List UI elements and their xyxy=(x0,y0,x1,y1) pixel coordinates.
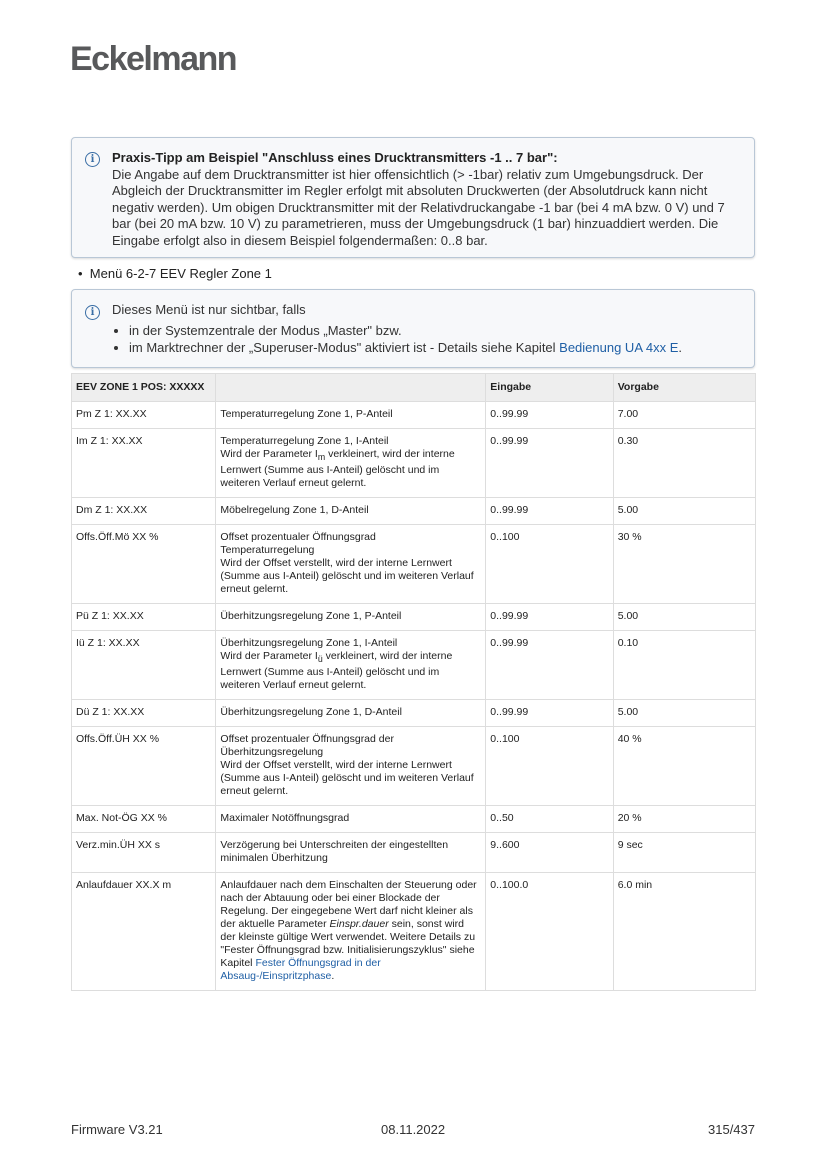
info-item-superuser: • im Marktrechner der „Superuser-Modus" aktiviert ist - Details siehe Kapitel Bedienung UA 4xx E. xyxy=(129,339,744,356)
info-intro: Dieses Menü ist nur sichtbar, falls xyxy=(112,302,306,317)
table-row xyxy=(72,631,756,700)
practice-tip-box xyxy=(71,137,755,258)
param-desc: Offset prozentualer Öffnungsgrad der Überhitzungsregelung Wird der Offset verstellt, wird der interne Lernwert (Summe aus I-Anteil) gelöscht und im weiteren Verlauf erneut gelernt. xyxy=(216,727,486,806)
param-input: 0..50 xyxy=(486,806,613,833)
param-input: 0..100.0 xyxy=(486,873,613,991)
param-desc: Überhitzungsregelung Zone 1, I-Anteil Wird der Parameter $I_ü$ verkleinert, wird der interne Lernwert (Summe aus I-Anteil) gelöscht und im weiteren Verlauf erneut gelernt. xyxy=(216,631,486,700)
param-name: Anlaufdauer XX.X m xyxy=(72,873,216,991)
info-content xyxy=(112,302,744,356)
param-name: Pü Z 1: XX.XX xyxy=(72,604,216,631)
brand-logo: Eckelmann xyxy=(70,40,237,78)
table-row xyxy=(72,402,756,429)
param-desc: Möbelregelung Zone 1, D-Anteil xyxy=(216,498,486,525)
table-row xyxy=(72,700,756,727)
param-default: 0.10 xyxy=(613,631,755,700)
param-default: 5.00 xyxy=(613,498,755,525)
param-name: Im Z 1: XX.XX xyxy=(72,429,216,498)
param-input: 9..600 xyxy=(486,833,613,873)
visibility-info-box xyxy=(71,289,755,368)
param-input: 0..99.99 xyxy=(486,402,613,429)
param-default: 40 % xyxy=(613,727,755,806)
param-default: 5.00 xyxy=(613,604,755,631)
menu-bullet: • Menü 6-2-7 EEV Regler Zone 1 xyxy=(78,266,272,281)
table-row xyxy=(72,833,756,873)
param-default: 9 sec xyxy=(613,833,755,873)
param-desc: Maximaler Notöffnungsgrad xyxy=(216,806,486,833)
info-list xyxy=(112,322,744,356)
param-input: 0..99.99 xyxy=(486,700,613,727)
param-desc: Temperaturregelung Zone 1, P-Anteil xyxy=(216,402,486,429)
param-default: 20 % xyxy=(613,806,755,833)
table-row xyxy=(72,727,756,806)
info-icon: i xyxy=(85,305,100,320)
table-row xyxy=(72,604,756,631)
param-input: 0..100 xyxy=(486,727,613,806)
table-header-row xyxy=(72,374,756,402)
header-vorgabe: Vorgabe xyxy=(613,374,755,402)
table-row xyxy=(72,873,756,991)
info-icon: i xyxy=(85,152,100,167)
param-default: 5.00 xyxy=(613,700,755,727)
param-desc: Offset prozentualer Öffnungsgrad Temperaturregelung Wird der Offset verstellt, wird der interne Lernwert (Summe aus I-Anteil) gelöscht und im weiteren Verlauf erneut gelernt. xyxy=(216,525,486,604)
param-input: 0..99.99 xyxy=(486,631,613,700)
header-eingabe: Eingabe xyxy=(486,374,613,402)
menu-title: Menü 6-2-7 EEV Regler Zone 1 xyxy=(89,266,272,281)
tip-body: Die Angabe auf dem Drucktransmitter ist hier offensichtlich (> -1bar) relativ zum Umgebungsdruck. Der Abgleich der Drucktransmitter im Regler erfolgt mit absoluten Druckwerten (der Absolutdruck kann nicht negativ werden). Um obigen Drucktransmitter mit der Relativdruckangabe -1 bar (bei 4 mA bzw. 0 V) und 7 bar (bei 20 mA bzw. 10 V) zu parametrieren, muss der Umgebungsdruck (1 bar) hinzuaddiert werden. Die Eingabe erfolgt also in diesem Beispiel folgendermaßen: 0..8 bar. xyxy=(112,166,725,248)
footer-date: 08.11.2022 xyxy=(381,1122,446,1137)
param-default: 30 % xyxy=(613,525,755,604)
param-name: Verz.min.ÜH XX s xyxy=(72,833,216,873)
param-desc: Temperaturregelung Zone 1, I-Anteil Wird der Parameter $I_m$ verkleinert, wird der interne Lernwert (Summe aus I-Anteil) gelöscht und im weiteren Verlauf erneut gelernt. xyxy=(216,429,486,498)
footer-firmware: Firmware V3.21 xyxy=(71,1122,163,1137)
param-input: 0..100 xyxy=(486,525,613,604)
info-item-master: • in der Systemzentrale der Modus „Master" bzw. xyxy=(129,322,744,339)
param-default: 6.0 min xyxy=(613,873,755,991)
param-default: 0.30 xyxy=(613,429,755,498)
table-row xyxy=(72,429,756,498)
table-row xyxy=(72,806,756,833)
param-name: Offs.Öff.ÜH XX % xyxy=(72,727,216,806)
param-name: Dm Z 1: XX.XX xyxy=(72,498,216,525)
param-name: Dü Z 1: XX.XX xyxy=(72,700,216,727)
param-desc: Anlaufdauer nach dem Einschalten der Steuerung oder nach der Abtauung oder bei einer Blockade der Regelung. Der eingegebene Wert darf nicht kleiner als der aktuelle Parameter Einspr.dauer sein, sonst wird der kleinste gültige Wert verwendet. Weitere Details zu "Fester Öffnungsgrad bzw. Initialisierungszyklus" siehe Kapitel Fester Öffnungsgrad in der Absaug-/Einspritzphase. xyxy=(216,873,486,991)
param-name: Max. Not-ÖG XX % xyxy=(72,806,216,833)
param-name: Pm Z 1: XX.XX xyxy=(72,402,216,429)
param-input: 0..99.99 xyxy=(486,429,613,498)
param-input: 0..99.99 xyxy=(486,498,613,525)
param-desc: Überhitzungsregelung Zone 1, D-Anteil xyxy=(216,700,486,727)
chapter-link-bedienung[interactable]: Bedienung UA 4xx E xyxy=(559,339,679,355)
param-name: Offs.Öff.Mö XX % xyxy=(72,525,216,604)
param-name: Iü Z 1: XX.XX xyxy=(72,631,216,700)
table-row xyxy=(72,525,756,604)
parameter-table xyxy=(71,373,756,991)
header-description xyxy=(216,374,486,402)
chapter-link-fester-oeffnungsgrad[interactable]: Fester Öffnungsgrad in der Absaug-/Einspritzphase xyxy=(220,957,381,983)
footer-page-number: 315/437 xyxy=(708,1122,755,1137)
param-desc: Verzögerung bei Unterschreiten der eingestellten minimalen Überhitzung xyxy=(216,833,486,873)
param-default: 7.00 xyxy=(613,402,755,429)
param-desc: Überhitzungsregelung Zone 1, P-Anteil xyxy=(216,604,486,631)
tip-content xyxy=(112,150,744,249)
table-row xyxy=(72,498,756,525)
header-parameter: EEV ZONE 1 POS: XXXXX xyxy=(72,374,216,402)
tip-title: Praxis-Tipp am Beispiel "Anschluss eines Drucktransmitters -1 .. 7 bar": xyxy=(112,150,558,165)
param-input: 0..99.99 xyxy=(486,604,613,631)
